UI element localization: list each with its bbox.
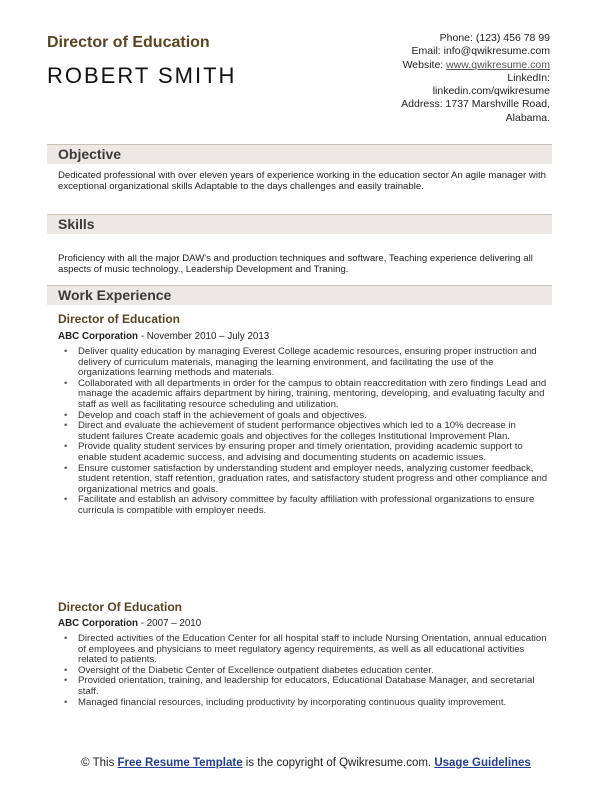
objective-section-header (47, 144, 552, 164)
copyright-footer (0, 756, 612, 771)
contact-linkedin-label: LinkedIn: (507, 71, 550, 84)
objective-text: Dedicated professional with over eleven years of experience working in the education sector An agile manager with exceptional organizational skills Adaptable to the days challenges and easily trainable. (58, 170, 546, 192)
skills-section-header (47, 214, 552, 234)
job-1-title: Director of Education (58, 312, 181, 326)
footer-middle: is the copyright of Qwikresume.com. (242, 757, 435, 769)
skills-heading: Skills (58, 216, 95, 232)
contact-email: Email: info@qwikresume.com (411, 45, 550, 58)
website-link[interactable]: www.qwikresume.com (446, 58, 550, 71)
job-1-bullet-list (58, 347, 548, 517)
contact-website (401, 59, 550, 72)
list-item: • Develop and coach staff in the achievement of goals and objectives. (58, 411, 548, 422)
job-2-bullet-list (58, 634, 548, 708)
job-2-company: ABC Corporation (58, 618, 139, 629)
list-item: • Directed activities of the Education Center for all hospital staff to include Nursing Orientation, annual education of employees and physicians to meet regulatory agency requirements, as well as all educational activities related to patients. (58, 634, 548, 666)
objective-heading: Objective (58, 146, 122, 162)
job-1-company: ABC Corporation (58, 331, 139, 342)
footer-prefix: © This (81, 757, 118, 769)
contact-address-line1: Address: 1737 Marshville Road, (401, 98, 550, 111)
job-title-heading: Director of Education (47, 34, 210, 51)
contact-phone: Phone: (123) 456 78 99 (439, 32, 550, 44)
candidate-name: ROBERT SMITH (47, 63, 237, 88)
list-item: • Deliver quality education by managing Everest College academic resources, ensuring proper instruction and delivery of curriculum materials, managing the learning environment, and facilitating the use of the organizations learning methods and materials. (58, 347, 548, 379)
list-item: • Facilitate and establish an advisory committee by faculty affiliation with professional organizations to ensure curricula is compatible with employer needs. (58, 495, 548, 516)
job-2-company-line (58, 618, 201, 629)
job-2-title: Director Of Education (58, 600, 183, 614)
contact-block (401, 32, 550, 125)
free-resume-template-link[interactable]: Free Resume Template (117, 757, 243, 769)
job-2-dates: - 2007 – 2010 (138, 618, 202, 629)
usage-guidelines-link[interactable]: Usage Guidelines (434, 757, 531, 769)
list-item: • Direct and evaluate the achievement of student performance objectives which led to a 10% decrease in student failures Create academic goals and objectives for the colleges Institutional Improvement Plan. (58, 421, 548, 442)
list-item: • Managed financial resources, including productivity by incorporating continuous quality improvement. (58, 698, 548, 709)
contact-address-line2: Alabama. (505, 111, 550, 124)
skills-text: Proficiency with all the major DAW's and production techniques and software, Teaching experience delivering all aspects of music technology., Leadership Development and Traning. (58, 253, 533, 275)
work-experience-section-header (47, 285, 552, 305)
list-item: • Ensure customer satisfaction by understanding student and employer needs, analyzing customer feedback, student retention, staff retention, graduation rates, and satisfactory student progress and other compliance and organizational metrics and goals. (58, 464, 548, 496)
list-item: • Oversight of the Diabetic Center of Excellence outpatient diabetes education center. (58, 666, 548, 677)
website-label: Website: (402, 58, 447, 71)
work-experience-heading: Work Experience (58, 287, 172, 303)
list-item: • Provide quality student services by ensuring proper and timely orientation, providing academic support to enable student academic success, and advising and documenting students on academic issues. (58, 442, 548, 463)
list-item: • Collaborated with all departments in order for the campus to obtain reaccreditation with zero findings Lead and manage the academic affairs department by hiring, training, mentoring, developing, and evaluating faculty and staff as well as facilitating resource scheduling and utilization. (58, 379, 548, 411)
contact-linkedin-url: linkedin.com/qwikresume (432, 85, 550, 98)
job-1-dates: - November 2010 – July 2013 (138, 331, 270, 342)
list-item: • Provided orientation, training, and leadership for educators, Educational Database Manager, and secretarial staff. (58, 676, 548, 697)
job-1-company-line (58, 331, 269, 342)
